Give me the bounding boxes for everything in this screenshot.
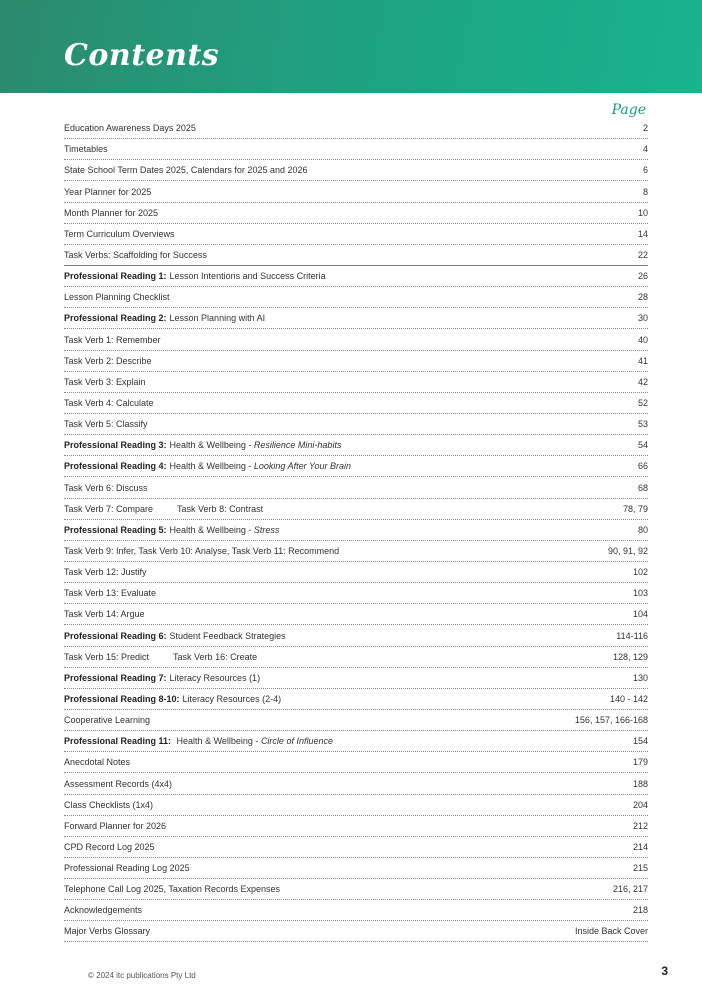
toc-entry-title [64,609,145,620]
toc-entry-bold-label: Professional Reading 4: [64,461,167,472]
toc-entry-title [64,715,150,726]
toc-entry-title [64,821,166,832]
page-number: 3 [661,964,668,978]
toc-entry-text: Task Verb 13: Evaluate [64,588,157,599]
toc-entry-text: Timetables [64,144,108,155]
toc-entry-text: Lesson Intentions and Success Criteria [169,271,326,282]
toc-entry-page: 6 [642,165,648,176]
toc-entry-page: 214 [632,841,648,852]
toc-entry-title [64,377,146,388]
toc-entry-page: 188 [632,778,648,789]
toc-entry-text: Health & Wellbeing - [169,524,254,535]
toc-entry[interactable] [64,795,648,816]
toc-entry-page: 179 [632,757,648,768]
toc-entry-title [64,694,281,705]
toc-entry-page: 80 [637,524,648,535]
toc-entry-bold-label: Professional Reading 7: [64,672,167,683]
toc-entry-title [64,440,341,451]
toc-entry-text: Literacy Resources (2-4) [182,693,282,704]
toc-entry-page: 102 [632,567,648,578]
toc-entry-title [64,926,150,937]
toc-entry-title [64,567,147,578]
toc-entry[interactable] [64,456,648,477]
toc-entry-text: Class Checklists (1x4) [64,799,154,810]
toc-entry-title [64,504,263,515]
toc-entry-text: Task Verb 1: Remember [64,334,161,345]
toc-entry-page: 10 [637,207,648,218]
toc-entry-text: Major Verbs Glossary [64,926,151,937]
toc-entry-bold-label: Professional Reading 5: [64,524,167,535]
table-of-contents [64,118,648,942]
toc-entry-page: 90, 91, 92 [607,545,648,556]
toc-entry-text: Lesson Planning with AI [169,313,266,324]
toc-entry-text: Task Verb 9: Infer, Task Verb 10: Analyse, Task Verb 11: Recommend [64,545,340,556]
toc-entry[interactable] [64,477,648,498]
header-banner [0,0,702,93]
toc-entry-text: Student Feedback Strategies [169,630,286,641]
toc-entry-title [64,588,156,599]
toc-entry[interactable] [64,203,648,224]
toc-entry-title [64,652,257,663]
toc-entry[interactable] [64,710,648,731]
toc-entry-page: Inside Back Cover [574,926,648,937]
toc-entry[interactable] [64,731,648,752]
toc-entry[interactable] [64,647,648,668]
toc-entry-text: Task Verb 6: Discuss [64,482,148,493]
toc-entry-title [64,800,153,811]
toc-entry-title [64,208,158,219]
toc-entry-text: Lesson Planning Checklist [64,292,170,303]
toc-entry[interactable] [64,181,648,202]
toc-entry[interactable] [64,689,648,710]
toc-entry[interactable] [64,245,648,266]
toc-entry-second-title: Task Verb 16: Create [173,651,258,662]
toc-entry-title [64,905,142,916]
toc-entry-page: 42 [637,376,648,387]
toc-entry-page: 8 [642,186,648,197]
toc-entry[interactable] [64,287,648,308]
toc-entry[interactable] [64,266,648,287]
page-column-heading: Page [611,102,646,118]
toc-entry-page: 103 [632,588,648,599]
toc-entry[interactable] [64,160,648,181]
toc-entry-text: Term Curriculum Overviews [64,228,175,239]
toc-entry-page: 78, 79 [622,503,648,514]
toc-entry-text: Health & Wellbeing - [169,461,254,472]
toc-entry[interactable] [64,308,648,329]
toc-entry-bold-label: Professional Reading 11: [64,736,172,747]
toc-entry-page: 4 [642,144,648,155]
toc-entry-text: Task Verb 5: Classify [64,419,148,430]
toc-entry-title [64,884,280,895]
toc-entry[interactable] [64,351,648,372]
toc-entry-text: CPD Record Log 2025 [64,841,155,852]
toc-entry-title [64,313,265,324]
toc-entry[interactable] [64,752,648,773]
toc-entry-text: Task Verb 15: Predict [64,651,150,662]
toc-entry[interactable] [64,583,648,604]
toc-entry[interactable] [64,118,648,139]
toc-entry-page: 218 [632,905,648,916]
toc-entry[interactable] [64,879,648,900]
toc-entry-title [64,144,108,155]
toc-entry-title [64,461,351,472]
toc-entry-text: Anecdotal Notes [64,757,131,768]
toc-entry-title [64,356,152,367]
toc-entry-subtitle: Stress [253,524,280,535]
toc-entry-text: Cooperative Learning [64,715,151,726]
toc-entry-text: Month Planner for 2025 [64,207,159,218]
toc-entry-page: 154 [632,736,648,747]
toc-entry-bold-label: Professional Reading 3: [64,440,167,451]
page-title: Contents [64,38,220,73]
toc-entry-title [64,483,148,494]
toc-entry-text: Assessment Records (4x4) [64,778,173,789]
toc-entry-bold-label: Professional Reading 6: [64,630,167,641]
toc-entry[interactable] [64,224,648,245]
toc-entry-page: 41 [637,355,648,366]
toc-entry[interactable] [64,329,648,350]
toc-entry-page: 140 - 142 [609,693,648,704]
toc-entry-page: 114-116 [616,630,648,641]
toc-entry-page: 26 [637,271,648,282]
toc-entry-page: 30 [637,313,648,324]
toc-entry-text: Task Verb 3: Explain [64,376,146,387]
toc-entry-page: 53 [637,419,648,430]
copyright-notice: © 2024 itc publications Pty Ltd [88,971,196,980]
toc-entry-title [64,779,172,790]
toc-entry-text: Task Verb 2: Describe [64,355,152,366]
toc-entry-subtitle: Resilience Mini-habits [253,440,342,451]
toc-entry-text: Health & Wellbeing - [174,736,261,747]
toc-entry-text: Professional Reading Log 2025 [64,863,190,874]
toc-entry-text: Education Awareness Days 2025 [64,123,196,134]
toc-entry-title [64,863,190,874]
toc-entry-title [64,398,154,409]
toc-entry[interactable] [64,625,648,646]
toc-entry-title [64,335,161,346]
toc-entry-page: 22 [637,249,648,260]
toc-entry-text: Acknowledgements [64,905,143,916]
toc-entry[interactable] [64,837,648,858]
toc-entry-text: Health & Wellbeing - [169,440,254,451]
toc-entry-title [64,123,196,134]
toc-entry-title [64,419,148,430]
toc-entry-page: 14 [637,228,648,239]
toc-entry-text: State School Term Dates 2025, Calendars for 2025 and 2026 [64,165,308,176]
toc-entry[interactable] [64,499,648,520]
toc-entry[interactable] [64,520,648,541]
toc-entry-page: 54 [637,440,648,451]
toc-entry[interactable] [64,372,648,393]
toc-entry[interactable] [64,900,648,921]
toc-entry-page: 104 [632,609,648,620]
toc-entry-page: 40 [637,334,648,345]
toc-entry-page: 52 [637,397,648,408]
toc-entry-page: 130 [632,672,648,683]
toc-entry-subtitle: Looking After Your Brain [253,461,351,472]
toc-entry-title [64,525,279,536]
toc-entry-page: 66 [637,461,648,472]
toc-entry-title [64,292,170,303]
toc-entry[interactable] [64,541,648,562]
toc-entry-text: Task Verb 12: Justify [64,567,147,578]
toc-entry[interactable] [64,393,648,414]
toc-entry-page: 216, 217 [612,884,648,895]
toc-entry-title [64,842,155,853]
toc-entry-page: 28 [637,292,648,303]
toc-entry[interactable] [64,414,648,435]
toc-entry-text: Literacy Resources (1) [169,672,261,683]
toc-entry-text: Telephone Call Log 2025, Taxation Records Expenses [64,884,280,895]
toc-entry[interactable] [64,435,648,456]
toc-entry-subtitle: Circle of Influence [260,736,333,747]
toc-entry-bold-label: Professional Reading 8-10: [64,693,180,704]
toc-entry-page: 2 [642,123,648,134]
toc-entry-page: 215 [632,863,648,874]
toc-entry-page: 204 [632,799,648,810]
toc-entry[interactable] [64,773,648,794]
toc-entry-title [64,736,333,747]
toc-entry-bold-label: Professional Reading 2: [64,313,167,324]
toc-entry-text: Task Verb 14: Argue [64,609,145,620]
toc-entry-title [64,165,308,176]
toc-entry-page: 128, 129 [612,651,648,662]
toc-entry-text: Task Verb 4: Calculate [64,397,154,408]
toc-entry-text: Task Verb 7: Compare [64,503,154,514]
toc-entry-title [64,757,130,768]
toc-entry-page: 68 [637,482,648,493]
toc-entry-second-title: Task Verb 8: Contrast [177,503,264,514]
toc-entry[interactable] [64,858,648,879]
toc-entry-text: Forward Planner for 2026 [64,820,167,831]
toc-entry[interactable] [64,668,648,689]
toc-entry-title [64,673,260,684]
toc-entry-title [64,187,151,198]
toc-entry-title [64,631,286,642]
toc-entry[interactable] [64,816,648,837]
toc-entry-title [64,546,339,557]
toc-entry[interactable] [64,604,648,625]
toc-entry-text: Year Planner for 2025 [64,186,152,197]
toc-entry-page: 212 [632,820,648,831]
toc-entry-text: Task Verbs: Scaffolding for Success [64,249,207,260]
toc-entry-title [64,271,326,282]
toc-entry[interactable] [64,921,648,942]
toc-entry-title [64,229,175,240]
toc-entry-title [64,250,207,261]
toc-entry-page: 156, 157, 166-168 [574,715,648,726]
toc-entry[interactable] [64,139,648,160]
toc-entry-bold-label: Professional Reading 1: [64,271,167,282]
toc-entry[interactable] [64,562,648,583]
